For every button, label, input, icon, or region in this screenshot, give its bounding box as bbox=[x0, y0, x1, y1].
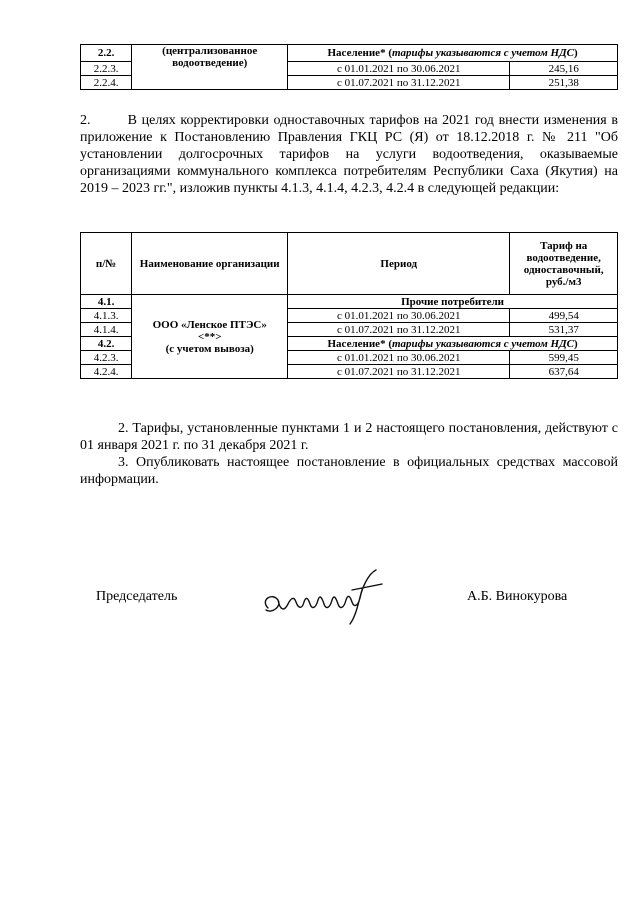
period-cell: с 01.01.2021 по 30.06.2021 bbox=[288, 62, 510, 76]
section-row bbox=[81, 295, 618, 309]
handwritten-signature bbox=[258, 560, 388, 630]
paragraph-amendment: 2. В целях корректировки одноставочных тарифов на 2021 год внести изменения в приложение к Постановлению Правления ГКЦ РС (Я) от 18.12.2018 г. № 211 "Об установлении долгосрочных тарифов на услуги водоотведения, оказываемые организациями коммунального комплекса потребителям Республики Саха (Якутия) на 2019 – 2023 гг.", изложив пункты 4.1.3, 4.1.4, 4.2.3, 4.2.4 в следующей редакции: bbox=[80, 113, 618, 196]
period-cell: с 01.07.2021 по 31.12.2021 bbox=[288, 76, 510, 90]
tariff-value: 637,64 bbox=[510, 365, 618, 379]
section-header: Население* (тарифы указываются с учетом НДС) bbox=[288, 337, 618, 351]
tariff-value: 251,38 bbox=[510, 76, 618, 90]
organization-name: (централизованное водоотведение) bbox=[162, 45, 258, 69]
period-cell: с 01.01.2021 по 30.06.2021 bbox=[288, 309, 510, 323]
organization-note: (с учетом вывоза) bbox=[165, 342, 254, 355]
signatory-title: Председатель bbox=[96, 589, 178, 604]
tariff-value: 599,45 bbox=[510, 351, 618, 365]
tariff-table-continuation bbox=[80, 44, 618, 90]
header-period: Период bbox=[288, 233, 510, 295]
row-number: 2.2. bbox=[81, 45, 132, 62]
row-number: 4.2.3. bbox=[81, 351, 132, 365]
organization-name: ООО «Ленское ПТЭС» bbox=[152, 318, 267, 331]
table-row bbox=[81, 45, 618, 62]
row-number: 2.2.4. bbox=[81, 76, 132, 90]
organization-cell bbox=[132, 45, 288, 90]
tariff-value: 499,54 bbox=[510, 309, 618, 323]
organization-cell bbox=[132, 295, 288, 379]
table-header-row bbox=[81, 233, 618, 295]
header-number: п/№ bbox=[81, 233, 132, 295]
header-organization: Наименование организации bbox=[132, 233, 288, 295]
section-header: Прочие потребители bbox=[288, 295, 618, 309]
row-number: 2.2.3. bbox=[81, 62, 132, 76]
tariff-value: 245,16 bbox=[510, 62, 618, 76]
header-tariff: Тариф на водоотведение, одноставочный, руб./м3 bbox=[510, 233, 618, 295]
period-cell: с 01.01.2021 по 30.06.2021 bbox=[288, 351, 510, 365]
organization-mark: <**> bbox=[197, 330, 222, 343]
row-number: 4.1.4. bbox=[81, 323, 132, 337]
row-number: 4.1.3. bbox=[81, 309, 132, 323]
section-header: Население* (тарифы указываются с учетом НДС) bbox=[288, 45, 618, 62]
paragraph-validity: 2. Тарифы, установленные пунктами 1 и 2 настоящего постановления, действуют с 01 января 2021 г. по 31 декабря 2021 г. bbox=[80, 421, 618, 453]
period-cell: с 01.07.2021 по 31.12.2021 bbox=[288, 365, 510, 379]
tariff-value: 531,37 bbox=[510, 323, 618, 337]
section-number: 4.2. bbox=[81, 337, 132, 351]
tariff-table bbox=[80, 232, 618, 379]
period-cell: с 01.07.2021 по 31.12.2021 bbox=[288, 323, 510, 337]
row-number: 4.2.4. bbox=[81, 365, 132, 379]
section-number: 4.1. bbox=[81, 295, 132, 309]
signatory-name: А.Б. Винокурова bbox=[467, 589, 568, 604]
paragraph-publication: 3. Опубликовать настоящее постановление в официальных средствах массовой информации. bbox=[80, 455, 618, 487]
